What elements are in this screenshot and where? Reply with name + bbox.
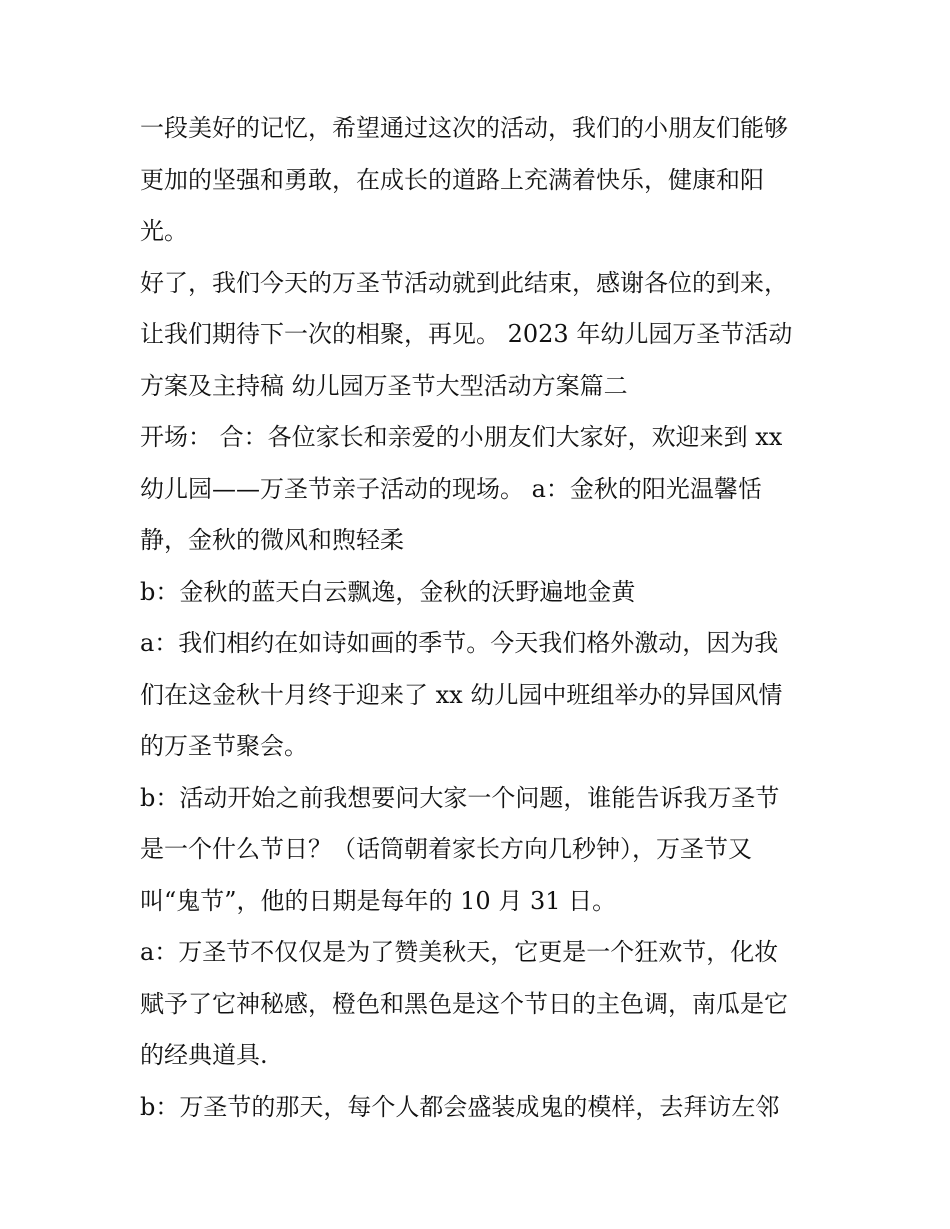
text-line: 的经典道具. [140,1041,268,1069]
text-line: 光。 [140,217,188,245]
text-line: 幼儿园——万圣节亲子活动的现场。 a：金秋的阳光温馨恬 [140,474,762,503]
paragraph-host-b-autumn [140,567,820,619]
text-line: 更加的坚强和勇敢，在成长的道路上充满着快乐，健康和阳 [140,165,764,194]
paragraph-host-a-season [140,618,820,773]
text-line: a：我们相约在如诗如画的季节。今天我们格外激动，因为我 [140,629,779,657]
text-line: 的万圣节聚会。 [140,732,308,760]
text-line: b：万圣节的那天，每个人都会盛装成鬼的模样，去拜访左邻 [140,1092,780,1121]
paragraph-host-b-costume [140,1082,820,1134]
text-line: b：金秋的蓝天白云飘逸，金秋的沃野遍地金黄 [140,577,636,606]
paragraph-host-a-carnival [140,927,820,1082]
text-line: 赋予了它神秘感，橙色和黑色是这个节日的主色调，南瓜是它 [140,989,788,1018]
paragraph-closing-and-title [140,258,820,413]
text-line: b：活动开始之前我想要问大家一个问题，谁能告诉我万圣节 [140,783,780,812]
text-line: 一段美好的记忆，希望通过这次的活动，我们的小朋友们能够 [140,114,788,142]
text-line: 开场： 合：各位家长和亲爱的小朋友们大家好，欢迎来到 xx [140,423,783,451]
text-line: 让我们期待下一次的相聚，再见。 2023 年幼儿园万圣节活动 [140,320,793,348]
document-body [140,103,820,1133]
text-line: a：万圣节不仅仅是为了赞美秋天，它更是一个狂欢节，化妆 [140,938,779,966]
paragraph-opening [140,412,820,567]
text-line: 叫“鬼节”，他的日期是每年的 10 月 31 日。 [140,886,617,915]
text-line: 方案及主持稿 幼儿园万圣节大型活动方案篇二 [140,371,628,400]
text-line: 是一个什么节日？（话筒朝着家长方向几秒钟），万圣节又 [140,835,752,863]
paragraph-host-b-question [140,773,820,928]
paragraph-memory-wish [140,103,820,258]
text-line: 们在这金秋十月终于迎来了 xx 幼儿园中班组举办的异国风情 [140,680,783,709]
text-line: 静，金秋的微风和煦轻柔 [140,526,404,554]
text-line: 好了，我们今天的万圣节活动就到此结束，感谢各位的到来， [140,268,788,297]
